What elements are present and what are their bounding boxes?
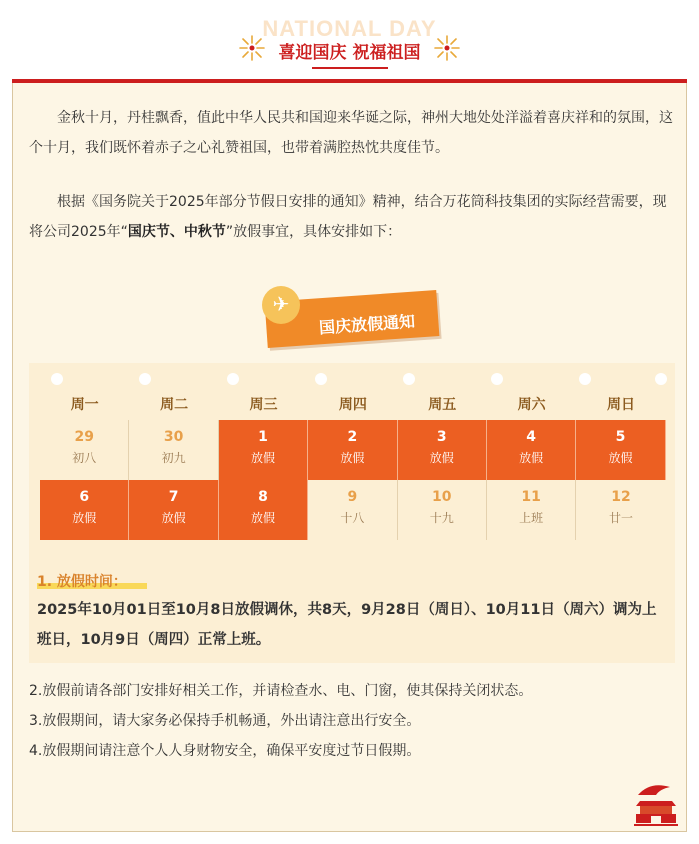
day-number: 1 <box>258 429 268 445</box>
intro-p2-part-a: 根据《国务院关于2025年部分节假日安排的通知》精神，结合万花筒科技集团的实际经营需要，现将公司2025年“ <box>29 194 667 240</box>
intro-paragraph-1: 金秋十月，丹桂飘香，值此中华人民共和国迎来华诞之际，神州大地处处洋溢着喜庆祥和的氛围，这个十月，我们既怀着赤子之心礼赞祖国，也带着满腔热忱共度佳节。 <box>29 110 673 156</box>
calendar-day-holiday <box>398 420 487 480</box>
weekday-label: 周五 <box>428 397 457 413</box>
day-number: 12 <box>611 489 631 505</box>
calendar-dot <box>51 373 63 385</box>
notice-item-3: 3.放假期间，请大家务必保持手机畅通，外出请注意出行安全。 <box>29 713 421 729</box>
day-note: 放假 <box>608 451 633 465</box>
intro-paragraph-2 <box>29 187 673 247</box>
day-note: 十九 <box>429 511 454 525</box>
english-title: NATIONAL DAY <box>262 16 437 41</box>
day-note: 放假 <box>429 451 454 465</box>
calendar-week-row <box>40 420 666 480</box>
weekday-label: 周四 <box>338 397 367 413</box>
calendar-day-holiday <box>40 480 129 540</box>
firework-icon <box>433 34 461 62</box>
day-note: 廿一 <box>609 511 634 525</box>
calendar-grid <box>40 388 666 540</box>
day-note: 初八 <box>72 451 97 465</box>
notice-item-4: 4.放假期间请注意个人人身财物安全，确保平安度过节日假期。 <box>29 743 421 759</box>
calendar-day-holiday <box>129 480 218 540</box>
calendar-dot <box>315 373 327 385</box>
calendar-dot <box>139 373 151 385</box>
intro-p2-highlight: 国庆节、中秋节 <box>127 224 226 240</box>
day-number: 11 <box>521 489 541 505</box>
header <box>0 0 699 84</box>
day-number: 29 <box>74 429 94 445</box>
day-number: 8 <box>258 489 268 505</box>
calendar-day <box>308 480 397 540</box>
calendar-dot <box>403 373 415 385</box>
weekday-label: 周六 <box>517 397 546 413</box>
day-note: 放假 <box>519 451 544 465</box>
notice-item-2: 2.放假前请各部门安排好相关工作，并请检查水、电、门窗，使其保持关闭状态。 <box>29 683 533 699</box>
day-number: 6 <box>79 489 90 505</box>
day-note: 上班 <box>519 511 544 525</box>
plane-icon: ✈ <box>262 286 300 324</box>
tiananmen-icon <box>630 779 682 827</box>
intro-p2-part-c: ”放假事宜，具体安排如下： <box>225 224 402 240</box>
weekday-label: 周日 <box>607 397 636 413</box>
weekday-label: 周三 <box>249 397 278 413</box>
notice-badge <box>266 288 446 358</box>
day-note: 十八 <box>340 511 365 525</box>
section-1-heading: 1. 放假时间： <box>37 574 127 590</box>
section-1-text: 2025年10月01日至10月8日放假调休，共8天，9月28日（周日）、10月11日（周六）调为上班日，10月9日（周四）正常上班。 <box>37 602 657 648</box>
content-panel <box>12 83 687 832</box>
calendar-day-holiday <box>219 420 308 480</box>
subtitle: 喜迎国庆 祝福祖国 <box>278 43 421 63</box>
calendar-dot <box>227 373 239 385</box>
calendar-day <box>487 480 576 540</box>
day-number: 3 <box>436 429 447 445</box>
calendar-day-holiday <box>219 480 308 540</box>
calendar-day-holiday <box>308 420 397 480</box>
day-number: 10 <box>432 489 452 505</box>
calendar-day <box>576 480 665 540</box>
calendar-week-row <box>40 480 666 540</box>
day-number: 2 <box>347 429 358 445</box>
day-note: 放假 <box>250 451 275 465</box>
calendar-day-holiday <box>576 420 665 480</box>
day-note: 初九 <box>161 451 186 465</box>
weekday-label: 周一 <box>70 397 99 413</box>
day-number: 4 <box>526 429 537 445</box>
weekday-label: 周二 <box>160 397 189 413</box>
calendar-dot <box>579 373 591 385</box>
day-number: 30 <box>163 429 184 445</box>
day-note: 放假 <box>340 451 365 465</box>
notice-badge-label: 国庆放假通知 <box>318 311 416 338</box>
calendar-day-holiday <box>487 420 576 480</box>
day-number: 7 <box>168 489 179 505</box>
day-number: 5 <box>615 429 626 445</box>
calendar-day <box>398 480 487 540</box>
calendar-dot <box>491 373 503 385</box>
calendar-day <box>129 420 218 480</box>
subtitle-underline <box>312 67 388 69</box>
calendar-weekday-header <box>40 388 666 420</box>
day-note: 放假 <box>161 511 186 525</box>
calendar-dot <box>655 373 667 385</box>
calendar-day <box>40 420 129 480</box>
day-number: 9 <box>347 489 358 505</box>
day-note: 放假 <box>72 511 97 525</box>
day-note: 放假 <box>250 511 275 525</box>
